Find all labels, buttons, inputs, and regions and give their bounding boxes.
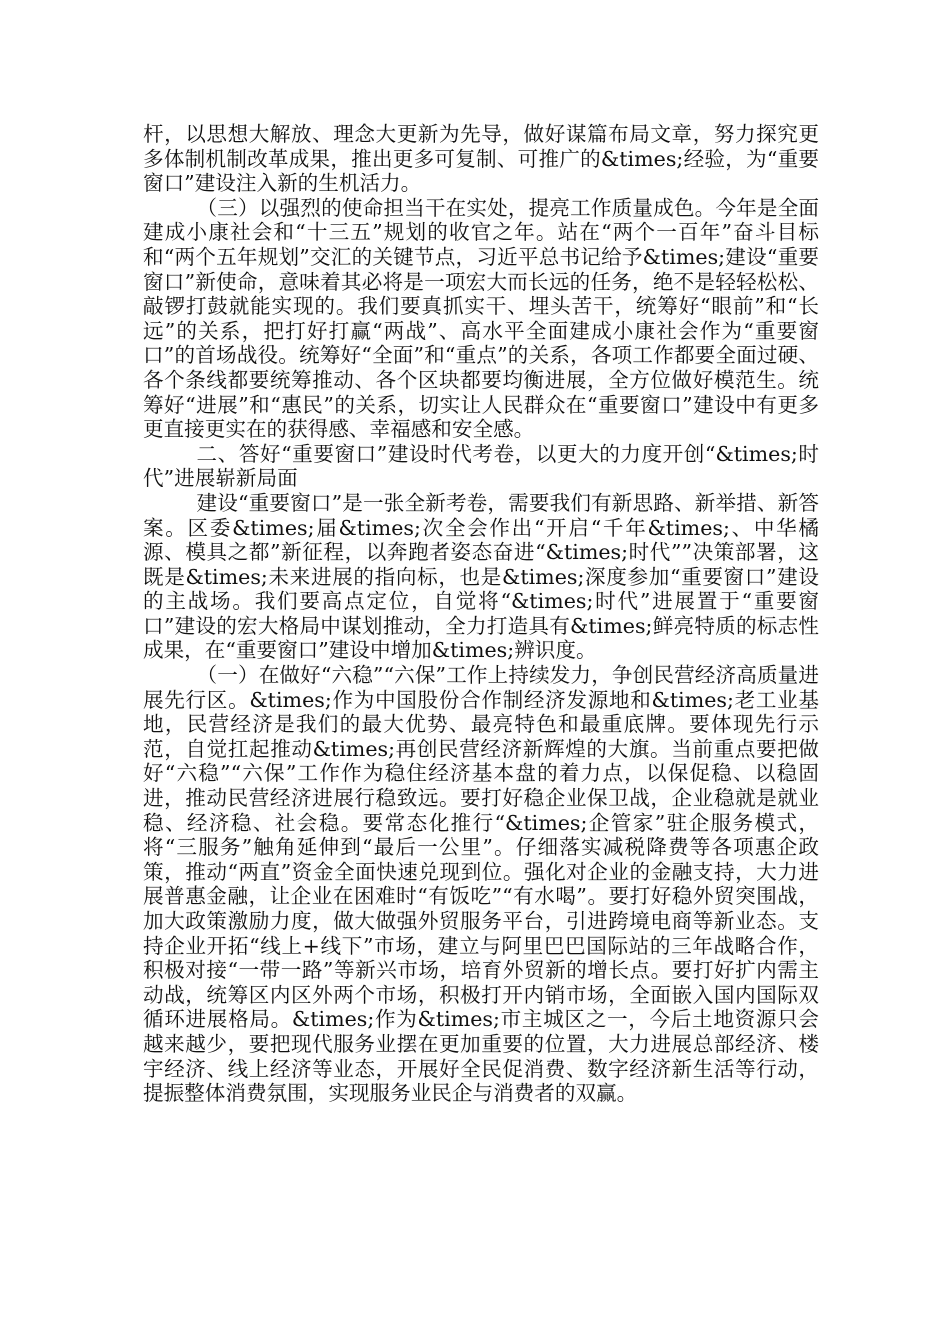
body-paragraph: 杆，以思想大解放、理念大更新为先导，做好谋篇布局文章，努力探究更多体制机制改革成果，推出更多可复制、可推广的&times;经验，为“重要窗口”建设注入新的生机活力。 [143, 122, 819, 196]
body-paragraph: （一）在做好“六稳”“六保”工作上持续发力，争创民营经济高质量进展先行区。&times;作为中国股份合作制经济发源地和&times;老工业基地，民营经济是我们的最大优势、最亮特色和最重底牌。要体现先行示范，自觉扛起推动&times;再创民营经济新辉煌的大旗。当前重点要把做好“六稳”“六保”工作作为稳住经济基本盘的着力点，以保促稳、以稳固进，推动民营经济进展行稳致远。要打好稳企业保卫战，企业稳就是就业稳、经济稳、社会稳。要常态化推行“&times;企管家”驻企服务模式，将“三服务”触角延伸到“最后一公里”。仔细落实减税降费等各项惠企政策，推动“两直”资金全面快速兑现到位。强化对企业的金融支持，大力进展普惠金融，让企业在困难时“有饭吃”“有水喝”。要打好稳外贸突围战，加大政策激励力度，做大做强外贸服务平台，引进跨境电商等新业态。支持企业开拓“线上+线下”市场，建立与阿里巴巴国际站的三年战略合作，积极对接“一带一路”等新兴市场，培育外贸新的增长点。要打好扩内需主动战，统筹区内区外两个市场，积极打开内销市场，全面嵌入国内国际双循环进展格局。&times;作为&times;市主城区之一，今后土地资源只会越来越少，要把现代服务业摆在更加重要的位置，大力进展总部经济、楼宇经济、线上经济等业态，开展好全民促消费、数字经济新生活等行动，提振整体消费氛围，实现服务业民企与消费者的双赢。 [143, 663, 819, 1106]
body-paragraph: （三）以强烈的使命担当干在实处，提亮工作质量成色。今年是全面建成小康社会和“十三五”规划的收官之年。站在“两个一百年”奋斗目标和“两个五年规划”交汇的关键节点，习近平总书记给予&times;建设“重要窗口”新使命，意味着其必将是一项宏大而长远的任务，绝不是轻轻松松、敲锣打鼓就能实现的。我们要真抓实干、埋头苦干，统筹好“眼前”和“长远”的关系，把打好打赢“两战”、高水平全面建成小康社会作为“重要窗口”的首场战役。统筹好“全面”和“重点”的关系，各项工作都要全面过硬、各个条线都要统筹推动、各个区块都要均衡进展，全方位做好模范生。统筹好“进展”和“惠民”的关系，切实让人民群众在“重要窗口”建设中有更多更直接更实在的获得感、幸福感和安全感。 [143, 195, 819, 442]
document-page [143, 122, 819, 1106]
body-paragraph: 建设“重要窗口”是一张全新考卷，需要我们有新思路、新举措、新答案。区委&times;届&times;次全会作出“开启“千年&times;、中华橘源、模具之都”新征程，以奔跑者姿态奋进“&times;时代””决策部署，这既是&times;未来进展的指向标，也是&times;深度参加“重要窗口”建设的主战场。我们要高点定位，自觉将“&times;时代”进展置于“重要窗口”建设的宏大格局中谋划推动，全力打造具有&times;鲜亮特质的标志性成果，在“重要窗口”建设中增加&times;辨识度。 [143, 490, 819, 663]
section-heading: 二、答好“重要窗口”建设时代考卷，以更大的力度开创“&times;时代”进展崭新局面 [143, 441, 819, 491]
